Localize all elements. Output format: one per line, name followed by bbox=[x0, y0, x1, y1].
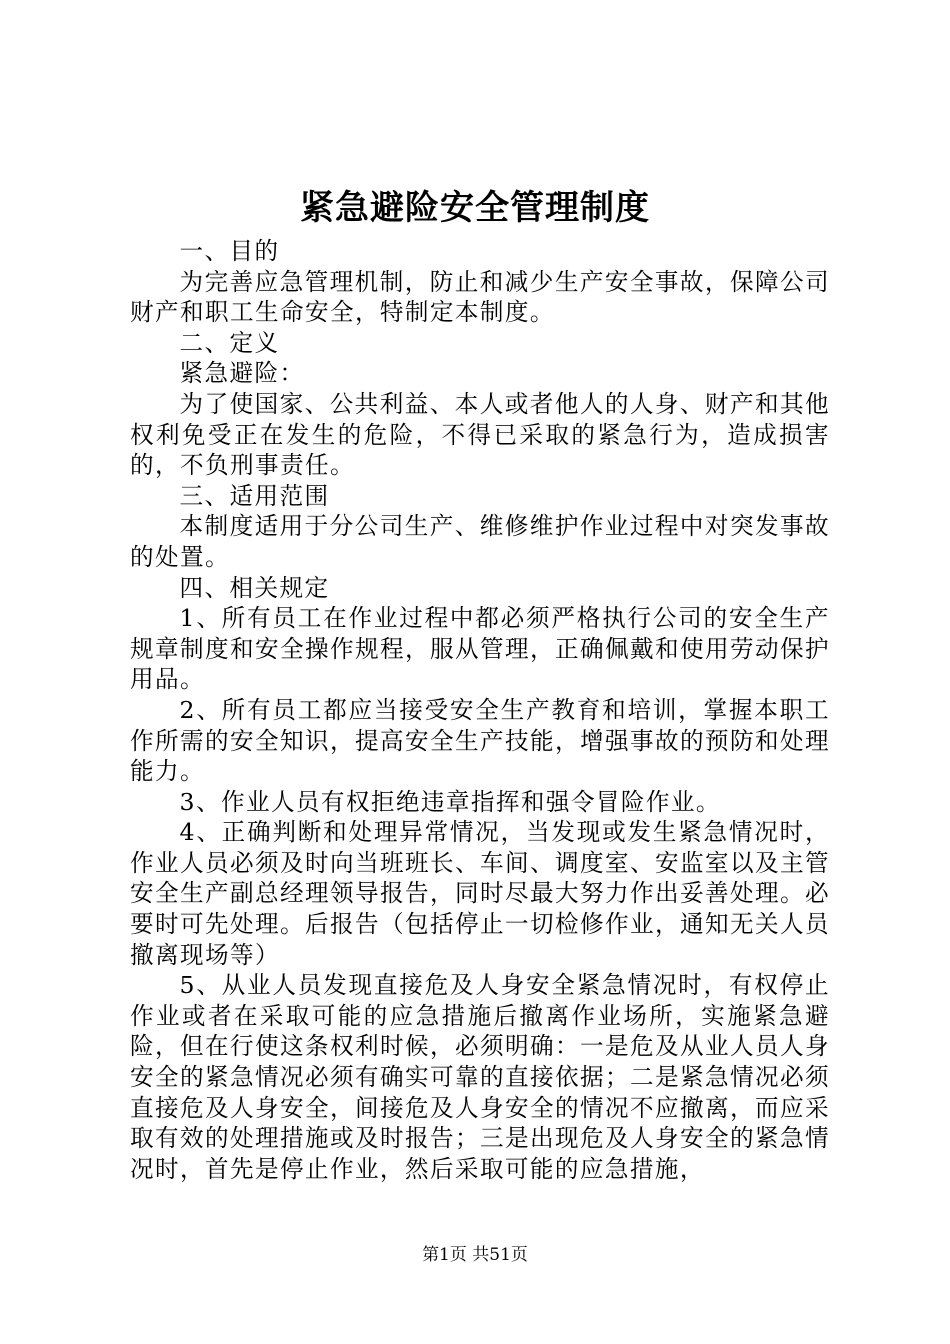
document-title: 紧急避险安全管理制度 bbox=[300, 188, 650, 228]
page-number-footer: 第1页 共51页 bbox=[422, 1245, 528, 1265]
rule-item-1: 1、所有员工在作业过程中都必须严格执行公司的安全生产规章制度和安全操作规程，服从管理，正确佩戴和使用劳动保护用品。 bbox=[130, 604, 830, 694]
rule-item-4: 4、正确判断和处理异常情况，当发现或发生紧急情况时，作业人员必须及时向当班班长、车间、调度室、安监室以及主管安全生产副总经理领导报告，同时尽最大努力作出妥善处理。必要时可先处理。后报告（包括停止一切检修作业，通知无关人员撤离现场等） bbox=[130, 818, 830, 969]
section-heading-definition: 二、定义 bbox=[179, 328, 280, 357]
section-heading-rules: 四、相关规定 bbox=[179, 573, 330, 602]
rule-item-2: 2、所有员工都应当接受安全生产教育和培训，掌握本职工作所需的安全知识，提高安全生产技能，增强事故的预防和处理能力。 bbox=[130, 695, 830, 786]
rule-item-3: 3、作业人员有权拒绝违章指挥和强令冒险作业。 bbox=[179, 787, 721, 816]
section-heading-scope: 三、适用范围 bbox=[179, 481, 330, 510]
paragraph-purpose: 为完善应急管理机制，防止和减少生产安全事故，保障公司财产和职工生命安全，特制定本制度。 bbox=[130, 267, 830, 327]
rule-item-5: 5、从业人员发现直接危及人身安全紧急情况时，有权停止作业或者在采取可能的应急措施后撤离作业场所，实施紧急避险，但在行使这条权利时候，必须明确：一是危及从业人员人身安全的紧急情况必须有确实可靠的直接依据；二是紧急情况必须直接危及人身安全，间接危及人身安全的情况不应撤离，而应采取有效的处理措施或及时报告；三是出现危及人身安全的紧急情况时，首先是停止作业，然后采取可能的应急措施， bbox=[130, 971, 830, 1183]
definition-term: 紧急避险： bbox=[179, 359, 305, 388]
paragraph-definition: 为了使国家、公共利益、本人或者他人的人身、财产和其他权利免受正在发生的危险，不得已采取的紧急行为，造成损害的，不负刑事责任。 bbox=[130, 389, 830, 480]
paragraph-scope: 本制度适用于分公司生产、维修维护作业过程中对突发事故的处置。 bbox=[130, 512, 830, 571]
section-heading-purpose: 一、目的 bbox=[179, 237, 280, 265]
document-body bbox=[130, 236, 830, 1184]
